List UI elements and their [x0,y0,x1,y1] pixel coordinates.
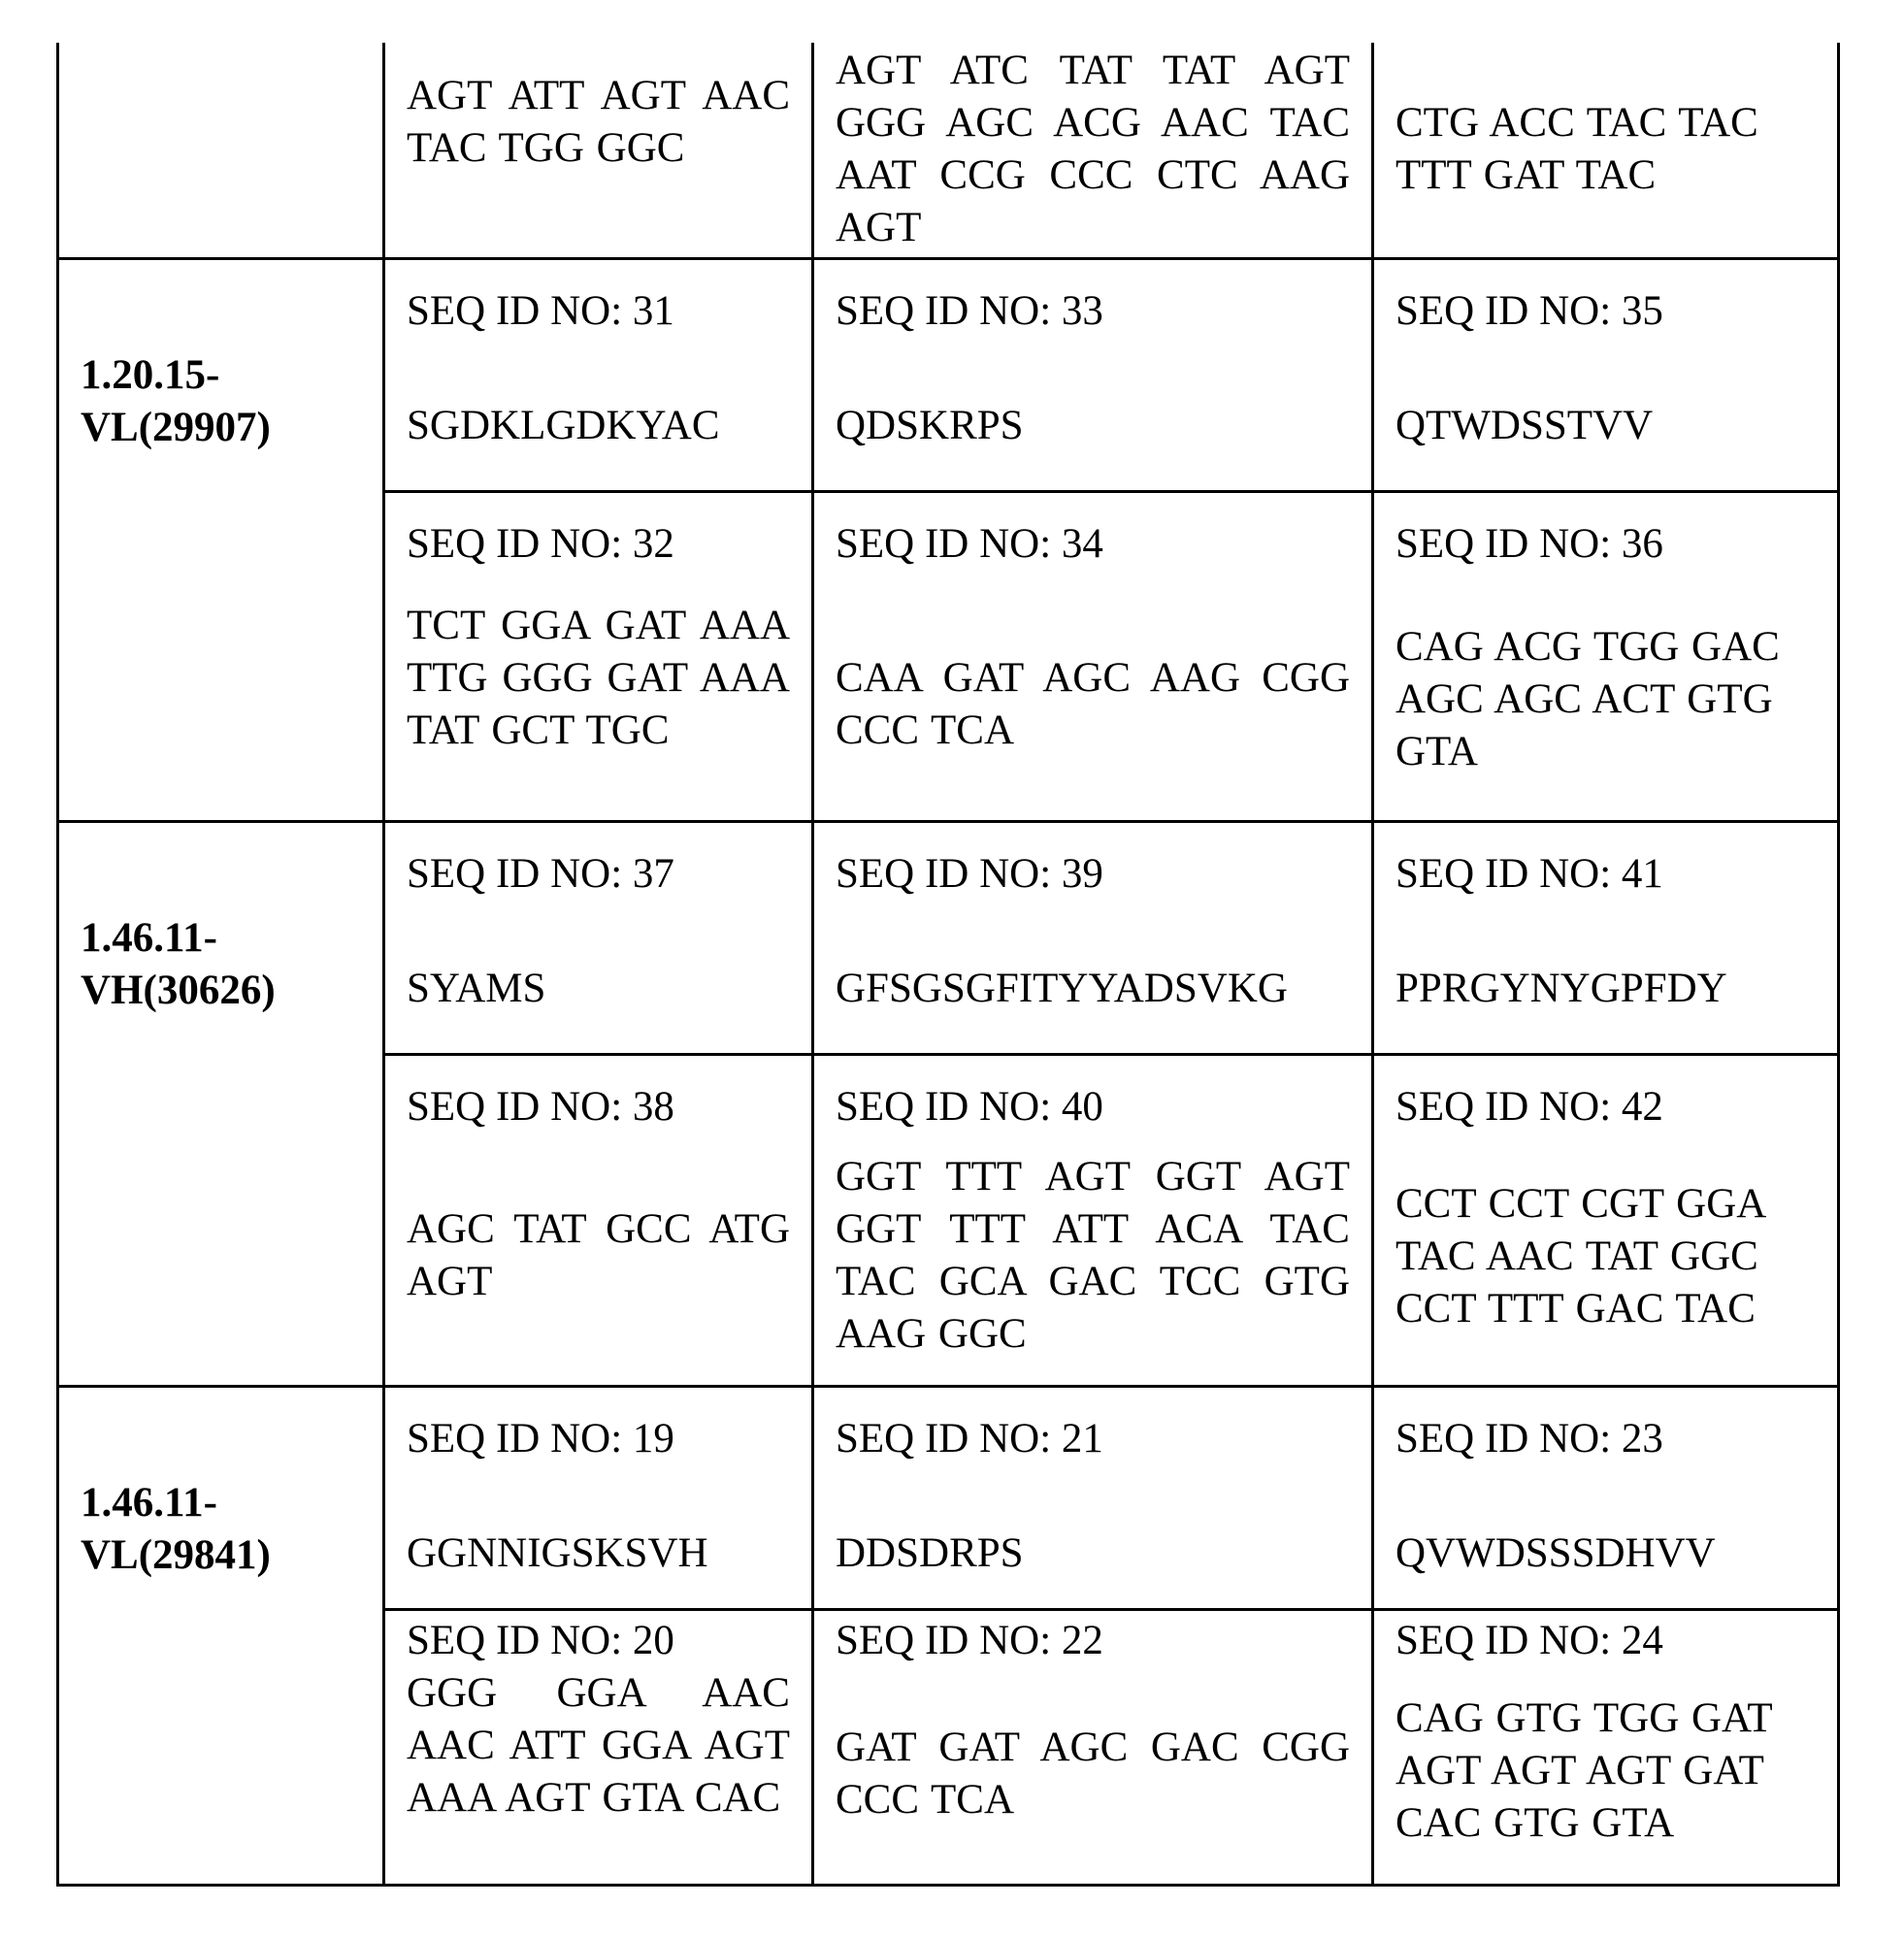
cdr3-nucleotide-cell [1373,1054,1839,1386]
antibody-name-cell [58,1386,384,1885]
sequence-value: GGT TTT AGT GGT AGT GGT TTT ATT ACA TAC TAC GCA GAC TCC GTG AAG GGC [836,1153,1350,1357]
sequence-value: GAT GAT AGC GAC CGG CCC TCA [836,1724,1350,1823]
seq-id-label: SEQ ID NO: 23 [1395,1415,1663,1462]
table-row-protein [58,258,1839,491]
sequence-value: QVWDSSSDHVV [1395,1529,1716,1576]
seq-id-label: SEQ ID NO: 41 [1395,850,1663,897]
cdr3-nucleotide-cell [1373,491,1839,821]
cdr1-nucleotide-cell [384,1609,813,1885]
seq-id-label: SEQ ID NO: 24 [1395,1617,1663,1663]
antibody-name-line1: 1.20.15- [81,351,220,398]
antibody-name-line1: 1.46.11- [81,914,217,961]
cdr1-nucleotide-cell [384,43,813,258]
cdr2-protein-cell [813,1386,1373,1609]
cdr2-nucleotide-cell [813,1609,1373,1885]
sequence-value: CTG ACC TAC TAC TTT GAT TAC [1395,100,1758,198]
antibody-name-cell [58,258,384,821]
seq-id-label: SEQ ID NO: 37 [407,850,674,897]
cdr3-nucleotide-cell [1373,43,1839,258]
antibody-name-line2: VL(29907) [81,404,271,450]
sequence-value: AGT ATT AGT AAC TAC TGG GGC [407,73,790,171]
cdr2-nucleotide-cell [813,491,1373,821]
seq-id-label: SEQ ID NO: 19 [407,1415,674,1462]
cdr3-nucleotide-cell [1373,1609,1839,1885]
continued-row [58,43,1839,258]
table-row-protein [58,1386,1839,1609]
seq-id-label: SEQ ID NO: 34 [836,520,1103,567]
seq-id-label: SEQ ID NO: 21 [836,1415,1103,1462]
seq-id-label: SEQ ID NO: 38 [407,1083,674,1130]
cdr3-protein-cell [1373,258,1839,491]
sequence-value: CCT CCT CGT GGA TAC AAC TAT GGC CCT TTT GAC TAC [1395,1180,1764,1331]
sequence-value: QTWDSSTVV [1395,402,1654,448]
sequence-value: CAG GTG TGG GAT AGT AGT AGT GAT CAC GTG GTA [1395,1694,1772,1846]
seq-id-label: SEQ ID NO: 35 [1395,287,1663,334]
antibody-name-line1: 1.46.11- [81,1479,217,1526]
antibody-name-line2: VL(29841) [81,1531,271,1578]
cdr3-protein-cell [1373,1386,1839,1609]
table-row-protein [58,821,1839,1054]
cdr1-protein-cell [384,1386,813,1609]
sequence-value: GGG GGA AAC AAC ATT GGA AGT AAA AGT GTA CAC [407,1669,790,1821]
seq-id-label: SEQ ID NO: 39 [836,850,1103,897]
seq-id-label: SEQ ID NO: 42 [1395,1083,1663,1130]
cdr1-protein-cell [384,258,813,491]
seq-id-label: SEQ ID NO: 20 [407,1617,674,1663]
sequence-value: TCT GGA GAT AAA TTG GGG GAT AAA TAT GCT TGC [407,602,790,753]
cdr1-nucleotide-cell [384,1054,813,1386]
cdr2-protein-cell [813,258,1373,491]
sequence-value: CAG ACG TGG GAC AGC AGC ACT GTG GTA [1395,623,1780,774]
sequence-value: AGC TAT GCC ATG AGT [407,1205,790,1304]
sequence-value: CAA GAT AGC AAG CGG CCC TCA [836,654,1350,753]
sequence-table [56,43,1840,1887]
antibody-name-cell [58,821,384,1386]
cdr1-nucleotide-cell [384,491,813,821]
seq-id-label: SEQ ID NO: 22 [836,1617,1103,1663]
seq-id-label: SEQ ID NO: 32 [407,520,674,567]
seq-id-label: SEQ ID NO: 36 [1395,520,1663,567]
cdr2-nucleotide-cell [813,43,1373,258]
sequence-value: DDSDRPS [836,1529,1024,1576]
sequence-value: GFSGSGFITYYADSVKG [836,965,1288,1011]
sequence-value: GGNNIGSKSVH [407,1529,708,1576]
cdr3-protein-cell [1373,821,1839,1054]
sequence-value: SYAMS [407,965,546,1011]
sequence-value: QDSKRPS [836,402,1024,448]
sequence-value: PPRGYNYGPFDY [1395,965,1727,1011]
seq-id-label: SEQ ID NO: 31 [407,287,674,334]
sequence-value: AGT ATC TAT TAT AGT GGG AGC ACG AAC TAC AAT CCG CCC CTC AAG AGT [836,48,1350,250]
antibody-name-cell [58,43,384,258]
antibody-name-line2: VH(30626) [81,967,276,1013]
cdr2-nucleotide-cell [813,1054,1373,1386]
cdr2-protein-cell [813,821,1373,1054]
sequence-value: SGDKLGDKYAC [407,402,720,448]
seq-id-label: SEQ ID NO: 40 [836,1083,1103,1130]
cdr1-protein-cell [384,821,813,1054]
seq-id-label: SEQ ID NO: 33 [836,287,1103,334]
